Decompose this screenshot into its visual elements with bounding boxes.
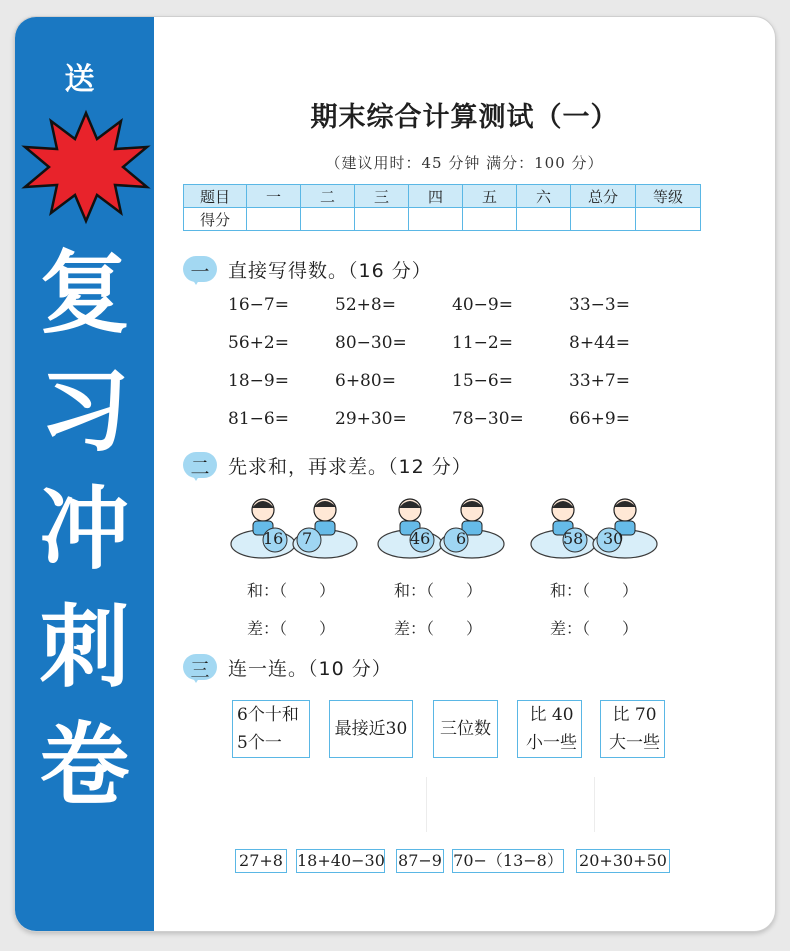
- vertical-title-char: 冲: [39, 477, 130, 582]
- divider: [594, 777, 595, 832]
- equation: 6+80=: [335, 371, 396, 391]
- score-cell[interactable]: [355, 208, 409, 231]
- starburst-badge-icon: [21, 107, 151, 227]
- equation: 29+30=: [335, 409, 407, 429]
- page-title: 期末综合计算测试（一）: [310, 102, 619, 133]
- section-number-badge: [183, 452, 219, 478]
- equation: 11−2=: [452, 333, 513, 353]
- sum-answer-blank[interactable]: 和：（ ）: [394, 581, 483, 600]
- expression-box[interactable]: 87−9: [396, 849, 444, 873]
- score-header-cell: 一: [247, 185, 301, 208]
- promo-sidebar: [15, 17, 154, 931]
- score-header-cell: 等级: [636, 185, 701, 208]
- match-box[interactable]: [232, 700, 310, 758]
- vertical-title: [15, 235, 154, 825]
- difference-answer-blank[interactable]: 差：（ ）: [550, 619, 639, 638]
- equation: 8+44=: [569, 333, 630, 353]
- score-header-cell: 二: [301, 185, 355, 208]
- score-cell[interactable]: [301, 208, 355, 231]
- section-number: 一: [190, 261, 210, 283]
- score-cell[interactable]: [463, 208, 517, 231]
- expression-box[interactable]: 20+30+50: [576, 849, 670, 873]
- expression-box[interactable]: 18+40−30: [296, 849, 385, 873]
- equation: 56+2=: [228, 333, 289, 353]
- equation: 33+7=: [569, 371, 630, 391]
- section-heading: 连一连。（10 分）: [228, 658, 392, 680]
- match-box-line: 小一些: [526, 733, 577, 753]
- expression-box[interactable]: 70−（13−8）: [452, 849, 564, 873]
- difference-answer-blank[interactable]: 差：（ ）: [247, 619, 336, 638]
- score-header-cell: 四: [409, 185, 463, 208]
- vertical-title-char: 习: [39, 359, 130, 464]
- vertical-title-char: 复: [39, 241, 130, 346]
- vertical-title-char: 刺: [39, 595, 130, 700]
- section-1-header: [183, 254, 583, 284]
- equation: 16−7=: [228, 295, 289, 315]
- score-row-label: 得分: [184, 208, 247, 231]
- section-heading: 直接写得数。（16 分）: [228, 260, 432, 282]
- car-number: 30: [603, 529, 624, 548]
- score-header-cell: 总分: [571, 185, 636, 208]
- expression-box[interactable]: 27+8: [235, 849, 287, 873]
- section-number: 三: [190, 659, 210, 681]
- score-cell[interactable]: [409, 208, 463, 231]
- equation: 81−6=: [228, 409, 289, 429]
- car-number: 58: [563, 529, 584, 548]
- match-box[interactable]: [517, 700, 582, 758]
- match-box-line: 最接近30: [334, 719, 408, 739]
- score-header-cell: 三: [355, 185, 409, 208]
- divider: [426, 777, 427, 832]
- equation: 66+9=: [569, 409, 630, 429]
- score-header-cell: 六: [517, 185, 571, 208]
- score-cell[interactable]: [517, 208, 571, 231]
- section-2-header: [183, 450, 583, 480]
- score-cell[interactable]: [571, 208, 636, 231]
- equation: 40−9=: [452, 295, 513, 315]
- equation: 18−9=: [228, 371, 289, 391]
- sum-answer-blank[interactable]: 和：（ ）: [247, 581, 336, 600]
- score-table-row: [184, 208, 701, 231]
- section-heading: 先求和，再求差。（12 分）: [228, 456, 472, 478]
- score-cell[interactable]: [636, 208, 701, 231]
- gift-badge-label: 送: [64, 62, 96, 97]
- kids-bumper-cars-illustration: [376, 492, 506, 567]
- section-number-badge: [183, 256, 219, 282]
- worksheet-card: [14, 16, 776, 932]
- match-box-line: 5个一: [237, 733, 282, 753]
- score-header-cell: 五: [463, 185, 517, 208]
- car-number: 46: [410, 529, 431, 548]
- section-3-header: [183, 652, 583, 682]
- equation: 15−6=: [452, 371, 513, 391]
- equation: 80−30=: [335, 333, 407, 353]
- kids-bumper-cars-illustration: [229, 492, 359, 567]
- equation: 33−3=: [569, 295, 630, 315]
- match-box-line: 三位数: [440, 719, 491, 739]
- section-number: 二: [190, 457, 210, 479]
- match-box-line: 大一些: [609, 733, 660, 753]
- car-number: 16: [263, 529, 284, 548]
- worksheet-page: [154, 17, 775, 931]
- match-box[interactable]: [329, 700, 413, 758]
- car-number: 6: [456, 529, 467, 548]
- section-number-badge: [183, 654, 219, 680]
- car-number: 7: [302, 529, 313, 548]
- match-box-line: 比 40: [529, 705, 574, 725]
- match-box-line: 比 70: [612, 705, 657, 725]
- difference-answer-blank[interactable]: 差：（ ）: [394, 619, 483, 638]
- score-header-cell: 题目: [184, 185, 247, 208]
- equation: 78−30=: [452, 409, 524, 429]
- score-table: [183, 184, 701, 231]
- sum-answer-blank[interactable]: 和：（ ）: [550, 581, 639, 600]
- page-subtitle: （建议用时：45 分钟 满分：100 分）: [325, 154, 604, 172]
- match-box[interactable]: [600, 700, 665, 758]
- equation: 52+8=: [335, 295, 396, 315]
- match-box[interactable]: [433, 700, 498, 758]
- kids-bumper-cars-illustration: [529, 492, 659, 567]
- vertical-title-char: 卷: [39, 713, 130, 818]
- score-table-header-row: [184, 185, 701, 208]
- score-cell[interactable]: [247, 208, 301, 231]
- match-box-line: 6个十和: [237, 705, 299, 725]
